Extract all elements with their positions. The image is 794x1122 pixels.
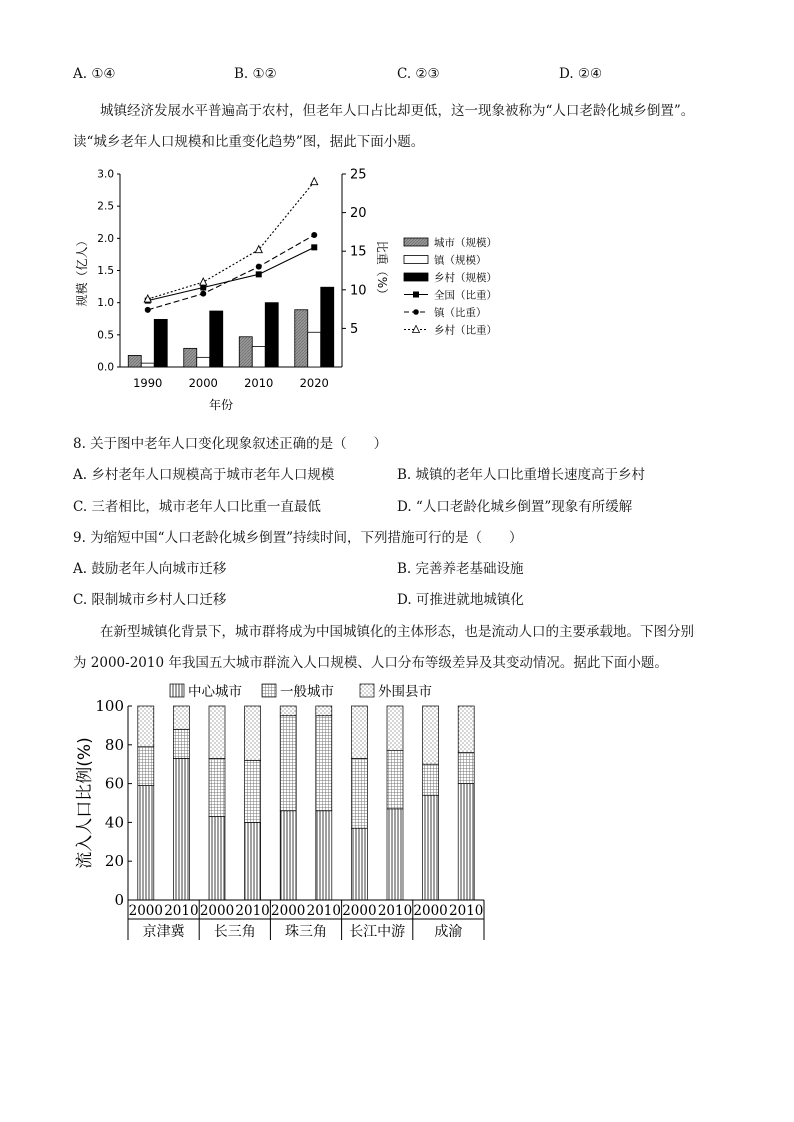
chart1-point-rural [200, 278, 207, 285]
chart2-bar-center [387, 809, 403, 900]
chart1-right-tick-label: 20 [350, 206, 367, 222]
chart2-bar-center [351, 828, 367, 900]
chart2-bar-center [280, 811, 296, 900]
chart1-point-rural [311, 178, 318, 185]
chart1-bar-town [308, 332, 321, 367]
chart1-bar-town [252, 346, 265, 367]
chart2-legend-label: 中心城市 [188, 684, 242, 700]
chart1-legend-label: 乡村（规模） [434, 272, 497, 284]
prev-option-c: C. ②③ [397, 66, 440, 82]
chart2-group-label: 长江中游 [349, 924, 406, 940]
chart1-x-tick-label: 1990 [133, 376, 163, 390]
prev-option-d: D. ②④ [559, 66, 603, 82]
chart1-left-tick-label: 0.5 [97, 329, 114, 342]
chart1-legend-marker [413, 309, 419, 315]
chart2-y-tick-label: 100 [95, 697, 124, 715]
chart1-aging-trend [70, 160, 510, 415]
chart2-group-label: 长三角 [213, 924, 256, 940]
chart2-y-tick-label: 40 [104, 813, 124, 832]
chart1-legend-swatch [404, 256, 428, 264]
chart1-bar-rural [321, 287, 334, 367]
q8-stem: 8. 关于图中老年人口变化现象叙述正确的是（ ） [73, 436, 388, 452]
chart2-y-tick-label: 20 [104, 852, 124, 871]
chart1-legend-label: 镇（规模） [434, 254, 487, 267]
chart1-legend-swatch [404, 273, 428, 281]
chart1-y2label: 比重（%） [375, 240, 389, 301]
chart1-point-town [200, 291, 206, 297]
chart2-y-tick-label: 60 [104, 774, 124, 793]
chart1-bar-rural [210, 311, 223, 367]
chart2-bar-periphery [173, 706, 189, 729]
chart2-bar-center [316, 811, 332, 900]
chart1-legend-marker [413, 292, 419, 298]
chart2-bar-periphery [316, 706, 332, 716]
chart2-bar-periphery [280, 706, 296, 716]
intro2-line2: 为 2000-2010 年我国五大城市群流入人口规模、人口分布等级差异及其变动情况。据此下面小题。 [73, 655, 668, 671]
chart1-bar-city [128, 355, 141, 367]
chart2-year-label: 2010 [449, 903, 484, 919]
chart2-bar-center [458, 784, 474, 900]
chart1-x-tick-label: 2020 [299, 376, 329, 390]
chart1-right-tick-label: 10 [350, 283, 367, 299]
q9-option-a: A. 鼓励老年人向城市迁移 [73, 561, 227, 577]
q9-option-c: C. 限制城市乡村人口迁移 [73, 592, 227, 608]
chart1-bar-city [184, 348, 197, 367]
chart1-left-tick-label: 1.5 [97, 265, 114, 277]
chart2-group-label: 京津冀 [142, 924, 185, 940]
q8-option-d: D. “人口老龄化城乡倒置”现象有所缓解 [397, 499, 633, 515]
chart1-legend-label: 全国（比重） [434, 289, 497, 302]
chart1-point-town [311, 232, 317, 238]
intro1-line1: 城镇经济发展水平普遍高于农村，但老年人口占比却更低，这一现象被称为“人口老龄化城乡倒置”。 [100, 103, 695, 119]
chart2-bar-periphery [387, 706, 403, 751]
chart2-bar-center [209, 817, 225, 900]
chart1-point-national [311, 244, 317, 250]
chart1-xlabel: 年份 [208, 398, 234, 412]
chart2-bar-general [458, 753, 474, 784]
chart2-bar-center [138, 786, 154, 900]
chart2-legend-swatch [262, 684, 276, 697]
chart2-bar-center [423, 795, 439, 900]
chart2-bar-general [351, 758, 367, 828]
chart1-right-tick-label: 15 [350, 244, 367, 260]
chart2-bar-general [138, 747, 154, 786]
chart1-left-tick-label: 0.0 [97, 361, 114, 374]
chart1-point-national [256, 271, 262, 277]
chart1-x-tick-label: 2010 [244, 376, 274, 390]
chart2-bar-general [423, 764, 439, 795]
chart2-y-tick-label: 80 [104, 735, 124, 754]
chart2-year-label: 2010 [306, 903, 341, 919]
chart2-ylabel: 流入人口比例(%) [75, 737, 95, 869]
chart2-legend-label: 外围县市 [378, 684, 432, 700]
chart2-year-label: 2000 [271, 903, 306, 919]
chart1-line-national [148, 247, 315, 300]
chart2-bar-general [316, 716, 332, 811]
chart1-legend-label: 镇（比重） [434, 307, 487, 319]
chart1-left-tick-label: 3.0 [97, 168, 114, 181]
chart2-inflow-share [70, 678, 500, 940]
prev-option-b: B. ①② [234, 66, 277, 82]
chart2-year-label: 2010 [377, 903, 413, 919]
chart2-bar-general [245, 760, 261, 822]
chart1-point-town [256, 264, 262, 270]
chart2-bar-periphery [138, 706, 154, 747]
chart2-year-label: 2000 [342, 903, 377, 919]
q8-option-b: B. 城镇的老年人口比重增长速度高于乡村 [397, 467, 646, 483]
intro1-line2: 读“城乡老年人口规模和比重变化趋势”图，据此下面小题。 [73, 134, 425, 150]
chart1-left-tick-label: 2.5 [97, 200, 114, 213]
q9-option-b: B. 完善养老基础设施 [397, 561, 524, 577]
chart1-bar-city [239, 337, 252, 367]
chart1-x-tick-label: 2000 [188, 376, 218, 390]
chart2-legend-label: 一般城市 [280, 684, 334, 700]
chart2-bar-periphery [245, 706, 261, 760]
chart2-bar-center [245, 822, 261, 900]
chart1-legend-label: 城市（规模） [434, 237, 497, 249]
chart2-year-label: 2010 [235, 903, 270, 919]
chart2-y-tick-label: 0 [114, 891, 124, 909]
chart2-year-label: 2000 [413, 903, 448, 919]
chart2-bar-general [387, 751, 403, 809]
q8-option-a: A. 乡村老年人口规模高于城市老年人口规模 [73, 467, 335, 483]
chart1-bar-rural [265, 303, 278, 367]
chart2-bar-general [209, 758, 225, 816]
chart1-point-town [145, 307, 151, 313]
chart2-bar-general [280, 716, 296, 811]
chart2-bar-periphery [423, 706, 439, 764]
chart1-left-tick-label: 2.0 [97, 232, 114, 245]
chart1-right-tick-label: 5 [350, 321, 359, 337]
chart1-right-tick-label: 25 [350, 167, 367, 183]
chart2-bar-periphery [209, 706, 225, 758]
chart1-legend-label: 乡村（比重） [434, 324, 497, 337]
chart2-group-label: 珠三角 [285, 924, 327, 940]
chart2-legend-swatch [360, 684, 374, 697]
chart2-year-label: 2000 [128, 903, 163, 919]
chart1-line-town [148, 235, 315, 310]
chart2-bar-general [173, 729, 189, 758]
chart2-year-label: 2010 [164, 903, 199, 919]
q9-option-d: D. 可推进就地城镇化 [397, 592, 524, 608]
chart2-legend-swatch [170, 684, 184, 697]
chart2-group-label: 成渝 [434, 924, 463, 940]
q9-stem: 9. 为缩短中国“人口老龄化城乡倒置”持续时间，下列措施可行的是（ ） [73, 530, 523, 546]
chart1-bar-town [197, 357, 210, 367]
intro2-line1: 在新型城镇化背景下，城市群将成为中国城镇化的主体形态，也是流动人口的主要承载地。下图分别 [100, 624, 694, 640]
chart1-bar-rural [154, 319, 167, 367]
chart2-year-label: 2000 [199, 903, 235, 919]
chart2-bar-center [173, 758, 189, 900]
chart1-legend-swatch [404, 238, 428, 246]
q8-option-c: C. 三者相比，城市老年人口比重一直最低 [73, 499, 321, 515]
chart1-left-tick-label: 1.0 [97, 297, 114, 310]
prev-option-a: A. ①④ [73, 66, 116, 82]
chart1-bar-town [141, 363, 154, 367]
chart1-bar-city [295, 310, 308, 367]
chart1-point-rural [255, 246, 262, 253]
chart1-ylabel: 规模（亿人） [75, 234, 89, 307]
chart2-bar-periphery [458, 706, 474, 753]
chart2-bar-periphery [351, 706, 367, 758]
